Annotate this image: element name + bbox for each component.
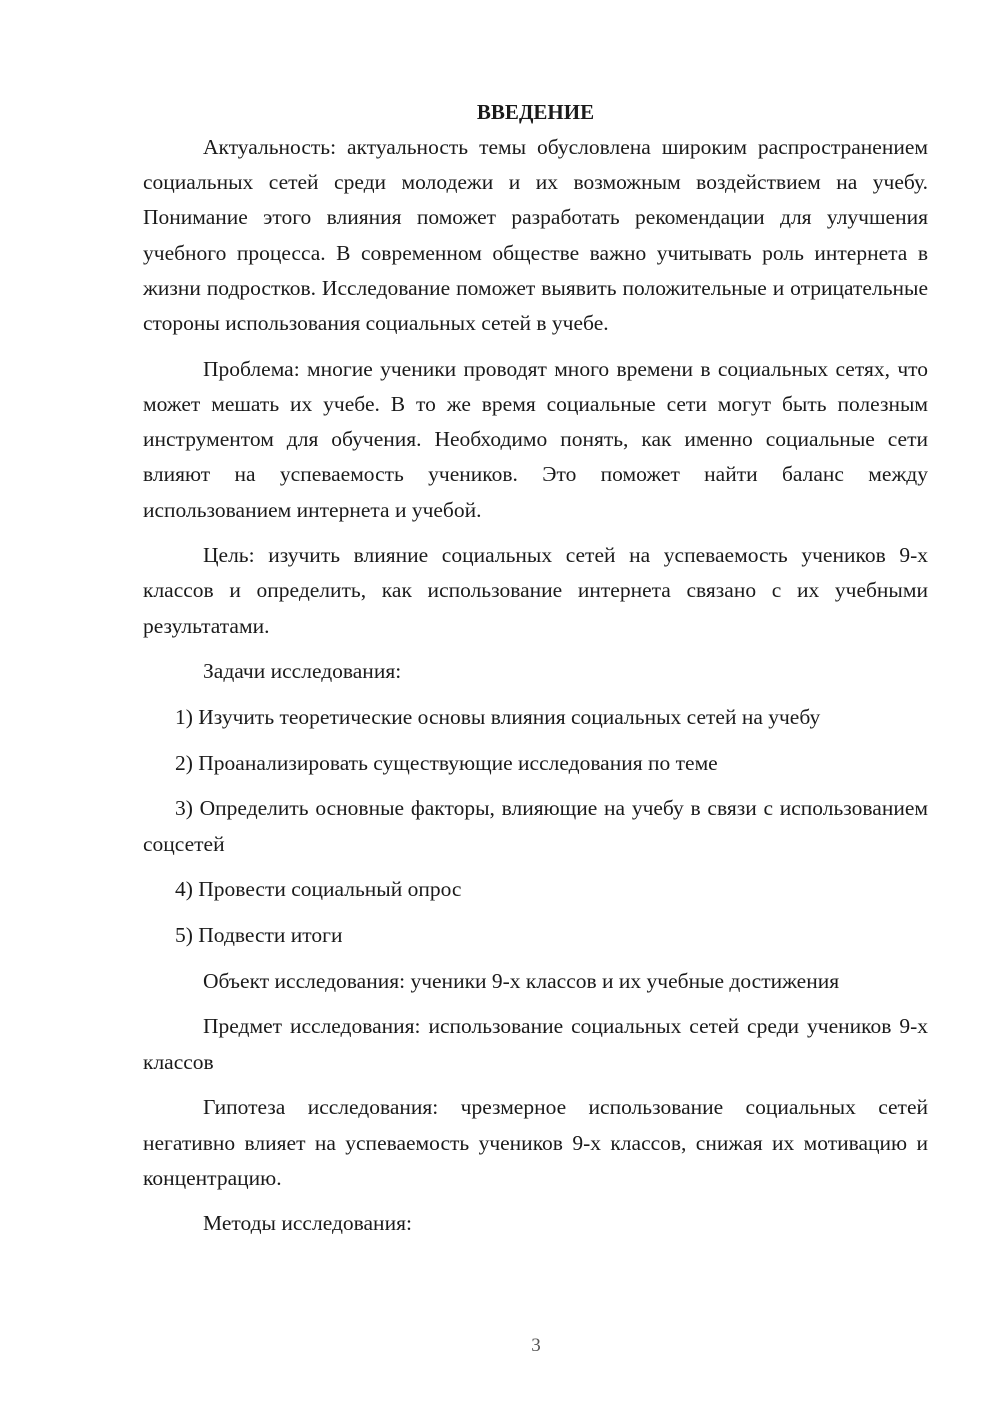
paragraph: Методы исследования: xyxy=(203,1211,412,1236)
page-body xyxy=(143,95,928,1252)
paragraph: Предмет исследования: использование социальных сетей среди учеников 9-х классов xyxy=(143,1014,928,1074)
paragraph: Объект исследования: ученики 9-х классов и их учебные достижения xyxy=(203,968,840,993)
list-item: 4) Провести социальный опрос xyxy=(175,877,462,902)
paragraph: Цель: изучить влияние социальных сетей на успеваемость учеников 9-х классов и определить, как использование интернета связано с их учебными результатами. xyxy=(143,543,928,638)
page-number: 3 xyxy=(531,1335,541,1356)
paragraph: Проблема: многие ученики проводят много времени в социальных сетях, что может мешать их учебе. В то же время социальные сети могут быть полезным инструментом для обучения. Необходимо понять, как именно социальные сети влияют на успеваемость учеников. Это поможет найти баланс между использованием интернета и учебой. xyxy=(143,356,928,522)
list-item: 2) Проанализировать существующие исследования по теме xyxy=(175,750,718,775)
paragraph-list xyxy=(143,130,928,1242)
section-heading: ВВЕДЕНИЕ xyxy=(476,100,595,124)
paragraph: Актуальность: актуальность темы обусловлена широким распространением социальных сетей среди молодежи и их возможным воздействием на учебу. Понимание этого влияния поможет разработать рекомендации для улучшения учебного процесса. В современном обществе важно учитывать роль интернета в жизни подростков. Исследование поможет выявить положительные и отрицательные стороны использования социальных сетей в учебе. xyxy=(143,135,928,336)
paragraph: Гипотеза исследования: чрезмерное использование социальных сетей негативно влияет на успеваемость учеников 9-х классов, снижая их мотивацию и концентрацию. xyxy=(143,1095,928,1190)
list-item: 5) Подвести итоги xyxy=(175,923,343,948)
paragraph: Задачи исследования: xyxy=(203,659,402,684)
list-item: 1) Изучить теоретические основы влияния социальных сетей на учебу xyxy=(175,705,821,730)
list-item: 3) Определить основные факторы, влияющие на учебу в связи с использованием соцсетей xyxy=(143,796,928,856)
